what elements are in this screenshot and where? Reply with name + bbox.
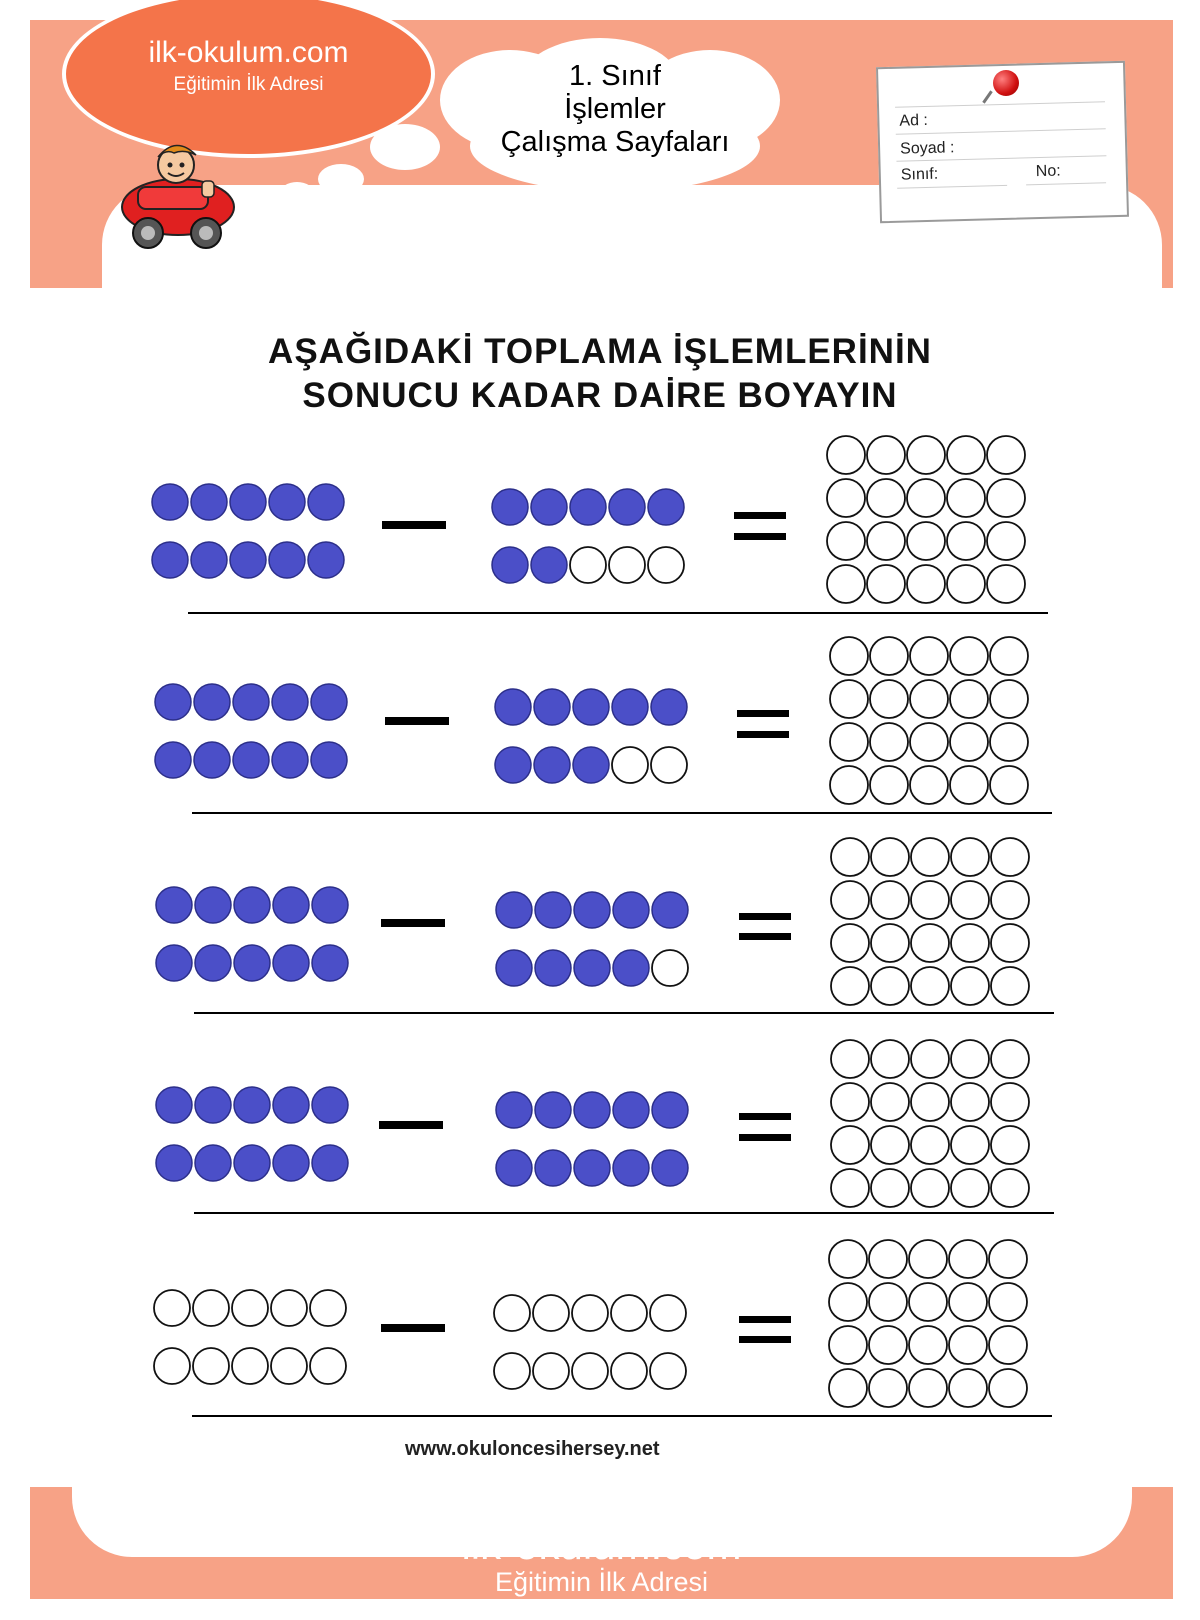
result-circle[interactable] [951, 967, 989, 1005]
result-circle[interactable] [831, 1169, 869, 1207]
first-operand-circle [273, 1145, 309, 1181]
first-operand-circle [155, 742, 191, 778]
result-circle[interactable] [990, 637, 1028, 675]
result-circle[interactable] [990, 680, 1028, 718]
second-operand-circle[interactable] [611, 1295, 647, 1331]
result-circle[interactable] [867, 522, 905, 560]
result-circle[interactable] [871, 1040, 909, 1078]
result-circle[interactable] [827, 436, 865, 474]
result-circle[interactable] [869, 1240, 907, 1278]
result-circle[interactable] [870, 723, 908, 761]
result-circle[interactable] [831, 838, 869, 876]
result-circle[interactable] [830, 766, 868, 804]
second-operand-circle [492, 489, 528, 525]
result-circle[interactable] [871, 881, 909, 919]
result-circle[interactable] [989, 1283, 1027, 1321]
second-operand-circle[interactable] [494, 1295, 530, 1331]
result-circle[interactable] [867, 479, 905, 517]
result-circle[interactable] [987, 565, 1025, 603]
result-circle[interactable] [831, 1083, 869, 1121]
result-circle[interactable] [991, 967, 1029, 1005]
second-operand-circle [535, 892, 571, 928]
first-operand-circle[interactable] [154, 1348, 190, 1384]
result-circle[interactable] [829, 1283, 867, 1321]
first-operand-circle[interactable] [310, 1290, 346, 1326]
result-circle[interactable] [951, 924, 989, 962]
result-circle[interactable] [951, 1169, 989, 1207]
result-circle[interactable] [871, 1126, 909, 1164]
result-circle[interactable] [989, 1369, 1027, 1407]
second-operand-circle [652, 1092, 688, 1128]
first-operand-circle[interactable] [310, 1348, 346, 1384]
second-operand-circle [574, 950, 610, 986]
result-circle[interactable] [829, 1240, 867, 1278]
result-circle[interactable] [907, 522, 945, 560]
result-circle[interactable] [911, 881, 949, 919]
result-circle[interactable] [871, 838, 909, 876]
second-operand-circle [496, 950, 532, 986]
second-operand-circle [574, 1092, 610, 1128]
first-operand-circle [234, 945, 270, 981]
first-operand-circle [311, 684, 347, 720]
result-circle[interactable] [871, 1083, 909, 1121]
second-operand-circle[interactable] [533, 1295, 569, 1331]
second-operand-circle [534, 689, 570, 725]
result-circle[interactable] [870, 766, 908, 804]
result-circle[interactable] [991, 1040, 1029, 1078]
result-circle[interactable] [991, 838, 1029, 876]
first-operand-circle [234, 887, 270, 923]
result-circle[interactable] [951, 838, 989, 876]
result-circle[interactable] [867, 565, 905, 603]
result-circle[interactable] [989, 1240, 1027, 1278]
result-circle[interactable] [907, 436, 945, 474]
first-operand-circle[interactable] [154, 1290, 190, 1326]
second-operand-circle[interactable] [611, 1353, 647, 1389]
first-operand-circle [194, 684, 230, 720]
result-circle[interactable] [911, 1169, 949, 1207]
result-circle[interactable] [991, 1083, 1029, 1121]
result-circle[interactable] [871, 924, 909, 962]
result-circle[interactable] [951, 1040, 989, 1078]
first-operand-circle [233, 684, 269, 720]
result-circle[interactable] [831, 924, 869, 962]
result-circle[interactable] [990, 766, 1028, 804]
result-circle[interactable] [987, 522, 1025, 560]
first-operand-circle [312, 887, 348, 923]
first-operand-circle [312, 1087, 348, 1123]
second-operand-circle [534, 747, 570, 783]
first-operand-circle [152, 484, 188, 520]
first-operand-circle[interactable] [193, 1290, 229, 1326]
result-circle[interactable] [909, 1326, 947, 1364]
result-circle[interactable] [911, 1126, 949, 1164]
result-circle[interactable] [870, 680, 908, 718]
result-circle[interactable] [991, 1169, 1029, 1207]
result-circle[interactable] [911, 1040, 949, 1078]
second-operand-circle [496, 1150, 532, 1186]
second-operand-circle[interactable] [648, 547, 684, 583]
result-circle[interactable] [910, 766, 948, 804]
second-operand-circle [496, 892, 532, 928]
result-circle[interactable] [869, 1369, 907, 1407]
result-circle[interactable] [827, 522, 865, 560]
result-circle[interactable] [951, 1126, 989, 1164]
footer-logo-site[interactable]: ilk-okulum.com [461, 1521, 742, 1568]
second-operand-circle [648, 489, 684, 525]
result-circle[interactable] [831, 1126, 869, 1164]
result-circle[interactable] [947, 565, 985, 603]
result-circle[interactable] [907, 565, 945, 603]
second-operand-circle [613, 892, 649, 928]
result-circle[interactable] [869, 1283, 907, 1321]
first-operand-circle [233, 742, 269, 778]
second-operand-circle [495, 747, 531, 783]
result-circle[interactable] [911, 1083, 949, 1121]
result-circle[interactable] [947, 479, 985, 517]
result-circle[interactable] [869, 1326, 907, 1364]
result-circle[interactable] [870, 637, 908, 675]
website-url[interactable]: www.okuloncesihersey.net [405, 1438, 660, 1460]
first-operand-circle [155, 684, 191, 720]
result-circle[interactable] [951, 1083, 989, 1121]
result-circle[interactable] [909, 1283, 947, 1321]
grade-label: 1. Sınıf [569, 60, 661, 92]
second-operand-circle [574, 1150, 610, 1186]
first-operand-circle [272, 684, 308, 720]
second-operand-circle [531, 489, 567, 525]
second-operand-circle [570, 489, 606, 525]
result-circle[interactable] [991, 881, 1029, 919]
result-circle[interactable] [950, 766, 988, 804]
second-operand-circle[interactable] [494, 1353, 530, 1389]
result-circle[interactable] [827, 565, 865, 603]
first-operand-circle [195, 1145, 231, 1181]
result-circle[interactable] [990, 723, 1028, 761]
second-operand-circle[interactable] [650, 1353, 686, 1389]
second-operand-circle [535, 1092, 571, 1128]
second-operand-circle[interactable] [652, 950, 688, 986]
result-circle[interactable] [911, 838, 949, 876]
result-circle[interactable] [907, 479, 945, 517]
first-operand-circle [191, 484, 227, 520]
result-circle[interactable] [987, 436, 1025, 474]
first-operand-circle [195, 945, 231, 981]
footer-band [30, 1487, 1173, 1599]
first-operand-circle [272, 742, 308, 778]
result-circle[interactable] [947, 436, 985, 474]
number-label: No: [1035, 162, 1061, 181]
first-operand-circle [312, 1145, 348, 1181]
result-circle[interactable] [910, 637, 948, 675]
class-label: Sınıf: [900, 165, 939, 184]
result-circle[interactable] [951, 881, 989, 919]
result-circle[interactable] [829, 1326, 867, 1364]
second-operand-circle [573, 747, 609, 783]
result-circle[interactable] [989, 1326, 1027, 1364]
second-operand-circle[interactable] [609, 547, 645, 583]
result-circle[interactable] [911, 924, 949, 962]
result-circle[interactable] [947, 522, 985, 560]
second-operand-circle[interactable] [650, 1295, 686, 1331]
surname-label: Soyad : [899, 139, 955, 158]
result-circle[interactable] [991, 924, 1029, 962]
first-operand-circle [156, 1145, 192, 1181]
second-operand-circle [573, 689, 609, 725]
instruction-line-1: AŞAĞIDAKİ TOPLAMA İŞLEMLERİNİN [268, 332, 932, 371]
first-operand-circle [308, 484, 344, 520]
first-operand-circle [156, 887, 192, 923]
second-operand-circle [496, 1092, 532, 1128]
second-operand-circle [612, 689, 648, 725]
result-circle[interactable] [871, 967, 909, 1005]
first-operand-circle [273, 887, 309, 923]
logo-tagline: Eğitimin İlk Adresi [173, 74, 324, 95]
second-operand-circle[interactable] [572, 1353, 608, 1389]
first-operand-circle [194, 742, 230, 778]
second-operand-circle [609, 489, 645, 525]
result-circle[interactable] [950, 637, 988, 675]
result-circle[interactable] [829, 1369, 867, 1407]
first-operand-circle[interactable] [232, 1290, 268, 1326]
first-operand-circle [195, 1087, 231, 1123]
result-circle[interactable] [949, 1240, 987, 1278]
result-circle[interactable] [909, 1369, 947, 1407]
first-operand-circle [230, 542, 266, 578]
second-operand-circle[interactable] [651, 747, 687, 783]
subject-label: İşlemler [564, 93, 666, 125]
footer-logo-tagline: Eğitimin İlk Adresi [494, 1567, 709, 1597]
second-operand-circle [613, 1092, 649, 1128]
result-circle[interactable] [987, 479, 1025, 517]
second-operand-circle[interactable] [570, 547, 606, 583]
result-circle[interactable] [950, 680, 988, 718]
first-operand-circle [152, 542, 188, 578]
first-operand-circle [195, 887, 231, 923]
result-circle[interactable] [909, 1240, 947, 1278]
first-operand-circle [156, 1087, 192, 1123]
second-operand-circle [495, 689, 531, 725]
instruction-line-2: SONUCU KADAR DAİRE BOYAYIN [302, 376, 898, 415]
result-circle[interactable] [910, 723, 948, 761]
first-operand-circle[interactable] [193, 1348, 229, 1384]
first-operand-circle [234, 1145, 270, 1181]
second-operand-circle [613, 950, 649, 986]
first-operand-circle [312, 945, 348, 981]
second-operand-circle[interactable] [572, 1295, 608, 1331]
second-operand-circle[interactable] [533, 1353, 569, 1389]
second-operand-circle [535, 1150, 571, 1186]
first-operand-circle[interactable] [271, 1348, 307, 1384]
result-circle[interactable] [831, 1040, 869, 1078]
name-label: Ad : [899, 111, 929, 130]
first-operand-circle [230, 484, 266, 520]
first-operand-circle [269, 484, 305, 520]
second-operand-circle[interactable] [612, 747, 648, 783]
second-operand-circle [574, 892, 610, 928]
result-circle[interactable] [949, 1369, 987, 1407]
result-circle[interactable] [831, 881, 869, 919]
second-operand-circle [651, 689, 687, 725]
result-circle[interactable] [827, 479, 865, 517]
first-operand-circle [308, 542, 344, 578]
logo-site-name: ilk-okulum.com [148, 36, 349, 69]
first-operand-circle [273, 1087, 309, 1123]
result-circle[interactable] [910, 680, 948, 718]
second-operand-circle [652, 892, 688, 928]
result-circle[interactable] [871, 1169, 909, 1207]
result-circle[interactable] [949, 1283, 987, 1321]
second-operand-circle [531, 547, 567, 583]
result-circle[interactable] [830, 723, 868, 761]
first-operand-circle[interactable] [232, 1348, 268, 1384]
first-operand-circle [234, 1087, 270, 1123]
result-circle[interactable] [831, 967, 869, 1005]
second-operand-circle [535, 950, 571, 986]
second-operand-circle [492, 547, 528, 583]
result-circle[interactable] [949, 1326, 987, 1364]
result-circle[interactable] [950, 723, 988, 761]
first-operand-circle [191, 542, 227, 578]
second-operand-circle [652, 1150, 688, 1186]
result-circle[interactable] [991, 1126, 1029, 1164]
first-operand-circle [311, 742, 347, 778]
result-circle[interactable] [911, 967, 949, 1005]
result-circle[interactable] [867, 436, 905, 474]
worksheet-label: Çalışma Sayfaları [500, 126, 730, 158]
first-operand-circle [269, 542, 305, 578]
first-operand-circle [156, 945, 192, 981]
first-operand-circle [273, 945, 309, 981]
second-operand-circle [613, 1150, 649, 1186]
first-operand-circle[interactable] [271, 1290, 307, 1326]
result-circle[interactable] [830, 637, 868, 675]
result-circle[interactable] [830, 680, 868, 718]
